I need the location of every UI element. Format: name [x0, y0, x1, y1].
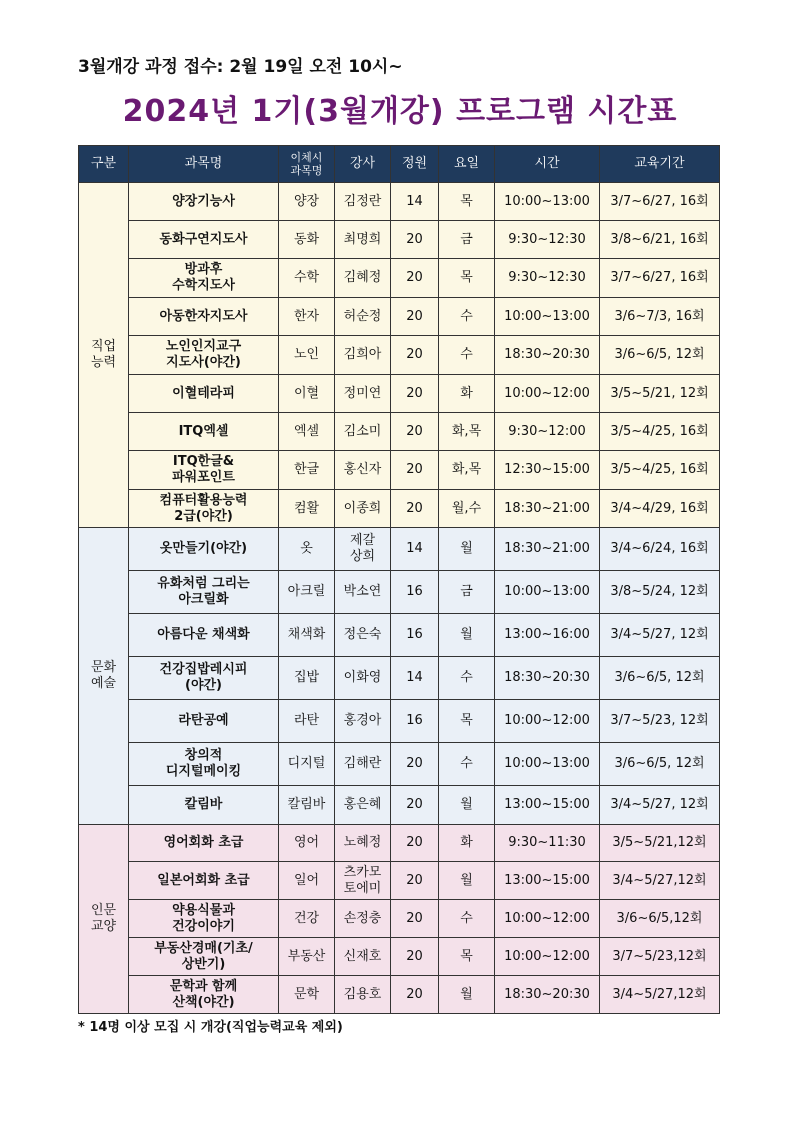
table-row	[79, 786, 720, 825]
time-cell: 10:00~12:00	[495, 375, 600, 413]
time-cell: 9:30~12:00	[495, 413, 600, 451]
day-cell: 목	[439, 700, 495, 743]
day-cell: 금	[439, 221, 495, 259]
instructor-cell: 이화영	[335, 657, 391, 700]
capacity-cell: 20	[391, 786, 439, 825]
course-name-cell: 아름다운 채색화	[129, 614, 279, 657]
category-cell: 인문 교양	[79, 825, 129, 1014]
table-row	[79, 528, 720, 571]
period-cell: 3/5~5/21, 12회	[600, 375, 720, 413]
instructor-cell: 김정란	[335, 183, 391, 221]
transfer-name-cell: 라탄	[279, 700, 335, 743]
capacity-cell: 16	[391, 614, 439, 657]
transfer-name-cell: 부동산	[279, 938, 335, 976]
instructor-cell: 신재호	[335, 938, 391, 976]
capacity-cell: 14	[391, 183, 439, 221]
capacity-cell: 14	[391, 528, 439, 571]
period-cell: 3/5~4/25, 16회	[600, 413, 720, 451]
table-row	[79, 825, 720, 862]
day-cell: 수	[439, 743, 495, 786]
transfer-name-cell: 칼림바	[279, 786, 335, 825]
transfer-name-cell: 이혈	[279, 375, 335, 413]
table-row	[79, 743, 720, 786]
instructor-cell: 노혜정	[335, 825, 391, 862]
period-cell: 3/7~6/27, 16회	[600, 259, 720, 298]
instructor-cell: 김희아	[335, 336, 391, 375]
instructor-cell: 박소연	[335, 571, 391, 614]
course-name-cell: 약용식물과 건강이야기	[129, 900, 279, 938]
period-cell: 3/5~5/21,12회	[600, 825, 720, 862]
transfer-name-cell: 한자	[279, 298, 335, 336]
capacity-cell: 16	[391, 571, 439, 614]
instructor-cell: 홍경아	[335, 700, 391, 743]
instructor-cell: 이종희	[335, 490, 391, 528]
period-cell: 3/7~5/23,12회	[600, 938, 720, 976]
course-name-cell: 칼림바	[129, 786, 279, 825]
day-cell: 수	[439, 900, 495, 938]
header-course: 과목명	[129, 146, 279, 183]
time-cell: 18:30~21:00	[495, 528, 600, 571]
transfer-name-cell: 수학	[279, 259, 335, 298]
day-cell: 화,목	[439, 451, 495, 490]
time-cell: 10:00~13:00	[495, 298, 600, 336]
period-cell: 3/6~6/5, 12회	[600, 657, 720, 700]
transfer-name-cell: 양장	[279, 183, 335, 221]
day-cell: 수	[439, 657, 495, 700]
capacity-cell: 20	[391, 743, 439, 786]
day-cell: 월	[439, 976, 495, 1014]
course-name-cell: 창의적 디지털메이킹	[129, 743, 279, 786]
header-category: 구분	[79, 146, 129, 183]
instructor-cell: 츠카모 토에미	[335, 862, 391, 900]
period-cell: 3/4~4/29, 16회	[600, 490, 720, 528]
time-cell: 18:30~20:30	[495, 336, 600, 375]
capacity-cell: 14	[391, 657, 439, 700]
transfer-name-cell: 엑셀	[279, 413, 335, 451]
day-cell: 금	[439, 571, 495, 614]
day-cell: 월	[439, 862, 495, 900]
day-cell: 목	[439, 183, 495, 221]
table-row	[79, 451, 720, 490]
capacity-cell: 20	[391, 336, 439, 375]
day-cell: 월	[439, 528, 495, 571]
time-cell: 13:00~15:00	[495, 862, 600, 900]
course-name-cell: 옷만들기(야간)	[129, 528, 279, 571]
period-cell: 3/4~5/27, 12회	[600, 786, 720, 825]
header-time: 시간	[495, 146, 600, 183]
table-row	[79, 183, 720, 221]
day-cell: 월	[439, 614, 495, 657]
period-cell: 3/4~5/27,12회	[600, 862, 720, 900]
table-row	[79, 700, 720, 743]
capacity-cell: 20	[391, 825, 439, 862]
period-cell: 3/8~5/24, 12회	[600, 571, 720, 614]
capacity-cell: 16	[391, 700, 439, 743]
table-row	[79, 259, 720, 298]
transfer-name-cell: 컴활	[279, 490, 335, 528]
course-name-cell: 문학과 함께 산책(야간)	[129, 976, 279, 1014]
period-cell: 3/6~7/3, 16회	[600, 298, 720, 336]
header-capacity: 정원	[391, 146, 439, 183]
capacity-cell: 20	[391, 413, 439, 451]
capacity-cell: 20	[391, 221, 439, 259]
transfer-name-cell: 영어	[279, 825, 335, 862]
course-name-cell: 방과후 수학지도사	[129, 259, 279, 298]
time-cell: 13:00~15:00	[495, 786, 600, 825]
course-name-cell: 양장기능사	[129, 183, 279, 221]
day-cell: 목	[439, 259, 495, 298]
course-name-cell: 동화구연지도사	[129, 221, 279, 259]
course-name-cell: 부동산경매(기초/ 상반기)	[129, 938, 279, 976]
period-cell: 3/7~5/23, 12회	[600, 700, 720, 743]
transfer-name-cell: 옷	[279, 528, 335, 571]
day-cell: 화	[439, 825, 495, 862]
capacity-cell: 20	[391, 490, 439, 528]
time-cell: 18:30~20:30	[495, 976, 600, 1014]
transfer-name-cell: 동화	[279, 221, 335, 259]
table-row	[79, 221, 720, 259]
period-cell: 3/6~6/5, 12회	[600, 336, 720, 375]
time-cell: 10:00~12:00	[495, 938, 600, 976]
capacity-cell: 20	[391, 976, 439, 1014]
instructor-cell: 김소미	[335, 413, 391, 451]
time-cell: 10:00~13:00	[495, 183, 600, 221]
table-row	[79, 900, 720, 938]
time-cell: 18:30~20:30	[495, 657, 600, 700]
capacity-cell: 20	[391, 298, 439, 336]
table-row	[79, 413, 720, 451]
period-cell: 3/5~4/25, 16회	[600, 451, 720, 490]
table-row	[79, 375, 720, 413]
table-row	[79, 862, 720, 900]
instructor-cell: 정은숙	[335, 614, 391, 657]
course-name-cell: 유화처럼 그리는 아크릴화	[129, 571, 279, 614]
course-name-cell: 라탄공예	[129, 700, 279, 743]
footnote: * 14명 이상 모집 시 개강(직업능력교육 제외)	[78, 1020, 343, 1035]
course-name-cell: 아동한자지도사	[129, 298, 279, 336]
day-cell: 화	[439, 375, 495, 413]
transfer-name-cell: 디지털	[279, 743, 335, 786]
day-cell: 수	[439, 298, 495, 336]
transfer-name-cell: 문학	[279, 976, 335, 1014]
table-row	[79, 938, 720, 976]
instructor-cell: 김해란	[335, 743, 391, 786]
header-instructor: 강사	[335, 146, 391, 183]
table-row	[79, 490, 720, 528]
time-cell: 10:00~12:00	[495, 900, 600, 938]
time-cell: 10:00~13:00	[495, 743, 600, 786]
capacity-cell: 20	[391, 375, 439, 413]
course-name-cell: 노인인지교구 지도사(야간)	[129, 336, 279, 375]
time-cell: 9:30~11:30	[495, 825, 600, 862]
table-row	[79, 571, 720, 614]
table-row	[79, 657, 720, 700]
transfer-name-cell: 건강	[279, 900, 335, 938]
course-name-cell: 일본어회화 초급	[129, 862, 279, 900]
time-cell: 10:00~13:00	[495, 571, 600, 614]
day-cell: 수	[439, 336, 495, 375]
transfer-name-cell: 일어	[279, 862, 335, 900]
time-cell: 10:00~12:00	[495, 700, 600, 743]
table-row	[79, 614, 720, 657]
table-row	[79, 336, 720, 375]
course-name-cell: 영어회화 초급	[129, 825, 279, 862]
capacity-cell: 20	[391, 451, 439, 490]
course-name-cell: ITQ한글& 파워포인트	[129, 451, 279, 490]
day-cell: 화,목	[439, 413, 495, 451]
capacity-cell: 20	[391, 259, 439, 298]
time-cell: 9:30~12:30	[495, 259, 600, 298]
instructor-cell: 홍신자	[335, 451, 391, 490]
instructor-cell: 손정충	[335, 900, 391, 938]
time-cell: 9:30~12:30	[495, 221, 600, 259]
table-row	[79, 298, 720, 336]
instructor-cell: 최명희	[335, 221, 391, 259]
period-cell: 3/4~6/24, 16회	[600, 528, 720, 571]
course-name-cell: 이혈테라피	[129, 375, 279, 413]
page-title: 2024년 1기(3월개강) 프로그램 시간표	[122, 94, 678, 129]
instructor-cell: 허순정	[335, 298, 391, 336]
capacity-cell: 20	[391, 900, 439, 938]
header-row	[79, 146, 720, 183]
registration-notice: 3월개강 과정 접수: 2월 19일 오전 10시~	[78, 57, 403, 77]
instructor-cell: 제갈 상희	[335, 528, 391, 571]
period-cell: 3/6~6/5, 12회	[600, 743, 720, 786]
table-row	[79, 976, 720, 1014]
period-cell: 3/4~5/27,12회	[600, 976, 720, 1014]
period-cell: 3/7~6/27, 16회	[600, 183, 720, 221]
day-cell: 월,수	[439, 490, 495, 528]
course-name-cell: 건강집밥레시피 (야간)	[129, 657, 279, 700]
period-cell: 3/6~6/5,12회	[600, 900, 720, 938]
period-cell: 3/8~6/21, 16회	[600, 221, 720, 259]
transfer-name-cell: 아크릴	[279, 571, 335, 614]
schedule-table	[78, 145, 720, 1014]
time-cell: 13:00~16:00	[495, 614, 600, 657]
transfer-name-cell: 집밥	[279, 657, 335, 700]
transfer-name-cell: 한글	[279, 451, 335, 490]
category-cell: 문화 예술	[79, 528, 129, 825]
header-transfer-name: 이체시 과목명	[279, 146, 335, 183]
instructor-cell: 정미연	[335, 375, 391, 413]
header-period: 교육기간	[600, 146, 720, 183]
instructor-cell: 김혜정	[335, 259, 391, 298]
period-cell: 3/4~5/27, 12회	[600, 614, 720, 657]
instructor-cell: 김용호	[335, 976, 391, 1014]
day-cell: 월	[439, 786, 495, 825]
time-cell: 18:30~21:00	[495, 490, 600, 528]
instructor-cell: 홍은혜	[335, 786, 391, 825]
capacity-cell: 20	[391, 938, 439, 976]
category-cell: 직업 능력	[79, 183, 129, 528]
course-name-cell: 컴퓨터활용능력 2급(야간)	[129, 490, 279, 528]
transfer-name-cell: 채색화	[279, 614, 335, 657]
day-cell: 목	[439, 938, 495, 976]
capacity-cell: 20	[391, 862, 439, 900]
time-cell: 12:30~15:00	[495, 451, 600, 490]
transfer-name-cell: 노인	[279, 336, 335, 375]
header-day: 요일	[439, 146, 495, 183]
course-name-cell: ITQ엑셀	[129, 413, 279, 451]
